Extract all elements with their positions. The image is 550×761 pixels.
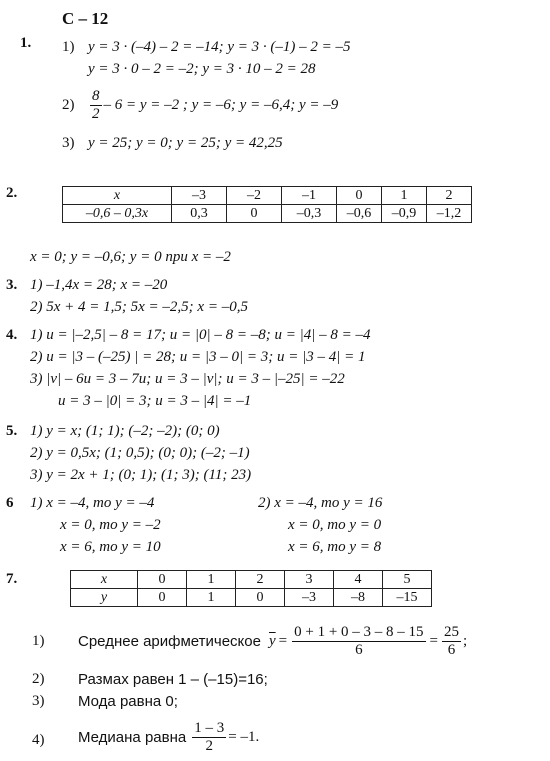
task-6-col-1-line-3: x = 6, то y = 10 xyxy=(60,539,161,555)
table-cell: –0,9 xyxy=(382,205,427,223)
table-cell: y xyxy=(71,589,138,607)
task-6-col-2-line-1: 2) x = –4, то y = 16 xyxy=(258,495,383,511)
table-cell: –1 xyxy=(282,187,337,205)
task-3-number: 3. xyxy=(6,277,18,293)
fraction xyxy=(192,720,226,754)
task-4-line-2: 2) u = |3 – (–25) | = 28; u = |3 – 0| = 3; u = |3 – 4| = 1 xyxy=(30,349,366,365)
table-cell: 0,3 xyxy=(172,205,227,223)
task-4-number: 4. xyxy=(6,327,18,343)
equals-sign: = xyxy=(429,632,438,649)
table-cell: 2 xyxy=(236,571,285,589)
table-cell: 2 xyxy=(427,187,472,205)
table-cell: 1 xyxy=(187,571,236,589)
task-6-col-1-line-1: 1) x = –4, то y = –4 xyxy=(30,495,155,511)
fraction-denominator: 6 xyxy=(355,641,363,658)
task-7-item-3-text: Мода равна 0; xyxy=(78,693,178,710)
table-cell: –3 xyxy=(285,589,334,607)
fraction-numerator: 0 + 1 + 0 – 3 – 8 – 15 xyxy=(294,624,424,640)
task-7-item-4-result: = –1. xyxy=(228,728,260,745)
table-cell: –15 xyxy=(383,589,432,607)
table-cell: –0,6 – 0,3x xyxy=(63,205,172,223)
task-7-item-1-text: Среднее арифметическое xyxy=(78,632,261,650)
task-7-table xyxy=(70,570,432,607)
table-cell: –1,2 xyxy=(427,205,472,223)
fraction xyxy=(442,624,461,658)
task-7-item-1-label: 1) xyxy=(32,633,45,649)
table-cell: 0 xyxy=(138,571,187,589)
task-5-line-1: 1) y = x; (1; 1); (–2; –2); (0; 0) xyxy=(30,423,220,439)
table-row xyxy=(71,571,432,589)
task-6-number: 6 xyxy=(6,495,14,511)
table-row xyxy=(71,589,432,607)
page-header: С – 12 xyxy=(62,9,109,28)
task-5-line-3: 3) y = 2x + 1; (0; 1); (1; 3); (11; 23) xyxy=(30,467,252,483)
task-7-item-4-text: Медиана равна xyxy=(78,728,187,746)
fraction-denominator: 2 xyxy=(205,737,213,754)
task-4-line-4: u = 3 – |0| = 3; u = 3 – |4| = –1 xyxy=(58,393,252,409)
table-cell: 1 xyxy=(382,187,427,205)
table-cell: x xyxy=(63,187,172,205)
task-3-line-1: 1) –1,4x = 28; x = –20 xyxy=(30,277,168,293)
task-2-note: x = 0; y = –0,6; y = 0 при x = –2 xyxy=(30,249,231,265)
table-cell: –3 xyxy=(172,187,227,205)
fraction-numerator: 1 – 3 xyxy=(194,720,225,736)
table-cell: –8 xyxy=(334,589,383,607)
equals-sign: = xyxy=(278,632,288,649)
task-1-item-3-line: y = 25; y = 0; y = 25; y = 42,25 xyxy=(88,135,283,151)
task-7-number: 7. xyxy=(6,571,18,587)
fraction-numerator: 8 xyxy=(92,88,100,104)
table-cell: 1 xyxy=(187,589,236,607)
task-6-col-1-line-2: x = 0, то y = –2 xyxy=(60,517,161,533)
table-cell: 0 xyxy=(236,589,285,607)
task-7-item-2-label: 2) xyxy=(32,671,45,687)
task-1-item-1-label: 1) xyxy=(62,39,75,55)
task-6-col-2-line-3: x = 6, то y = 8 xyxy=(288,539,382,555)
task-1-item-1-line-2: y = 3 · 0 – 2 = –2; y = 3 · 10 – 2 = 28 xyxy=(88,61,316,77)
table-cell: 0 xyxy=(138,589,187,607)
table-cell: 4 xyxy=(334,571,383,589)
task-7-item-3-label: 3) xyxy=(32,693,45,709)
task-4-line-1: 1) u = |–2,5| – 8 = 17; u = |0| – 8 = –8; u = |4| – 8 = –4 xyxy=(30,327,371,343)
table-row xyxy=(63,205,472,223)
semicolon: ; xyxy=(463,632,468,649)
task-2-number: 2. xyxy=(6,185,18,201)
table-cell: 0 xyxy=(227,205,282,223)
task-2-table xyxy=(62,186,472,223)
fraction xyxy=(292,624,425,658)
task-1-item-2-line xyxy=(88,82,338,128)
task-4-line-3: 3) |v| – 6u = 3 – 7u; u = 3 – |v|; u = 3 – |–25| = –22 xyxy=(30,371,345,387)
table-cell: –0,3 xyxy=(282,205,337,223)
table-cell: 0 xyxy=(337,187,382,205)
fraction-denominator: 6 xyxy=(447,641,456,658)
table-cell: –2 xyxy=(227,187,282,205)
fraction xyxy=(90,88,102,122)
table-row xyxy=(63,187,472,205)
task-7-item-4-label: 4) xyxy=(32,732,45,748)
task-3-line-2: 2) 5x + 4 = 1,5; 5x = –2,5; x = –0,5 xyxy=(30,299,248,315)
task-5-number: 5. xyxy=(6,423,18,439)
task-1-number: 1. xyxy=(20,35,32,51)
task-1-item-3-label: 3) xyxy=(62,135,75,151)
table-cell: x xyxy=(71,571,138,589)
task-1-item-2-text: – 6 = y = –2 ; y = –6; y = –6,4; y = –9 xyxy=(103,96,339,113)
task-1-item-1-line-1: y = 3 · (–4) – 2 = –14; y = 3 · (–1) – 2 = –5 xyxy=(88,39,351,55)
table-cell: 3 xyxy=(285,571,334,589)
table-cell: 5 xyxy=(383,571,432,589)
task-5-line-2: 2) y = 0,5x; (1; 0,5); (0; 0); (–2; –1) xyxy=(30,445,250,461)
task-7-item-4-line xyxy=(78,714,259,760)
y-bar-symbol: $\overline{y}$ xyxy=(268,632,276,649)
table-cell: –0,6 xyxy=(337,205,382,223)
task-6-col-2-line-2: x = 0, то y = 0 xyxy=(288,517,382,533)
task-1-item-2-label: 2) xyxy=(62,97,75,113)
task-7-item-1-line xyxy=(78,614,467,668)
fraction-denominator: 2 xyxy=(92,105,100,122)
fraction-numerator: 25 xyxy=(444,624,459,640)
task-7-item-2-text: Размах равен 1 – (–15)=16; xyxy=(78,671,268,688)
